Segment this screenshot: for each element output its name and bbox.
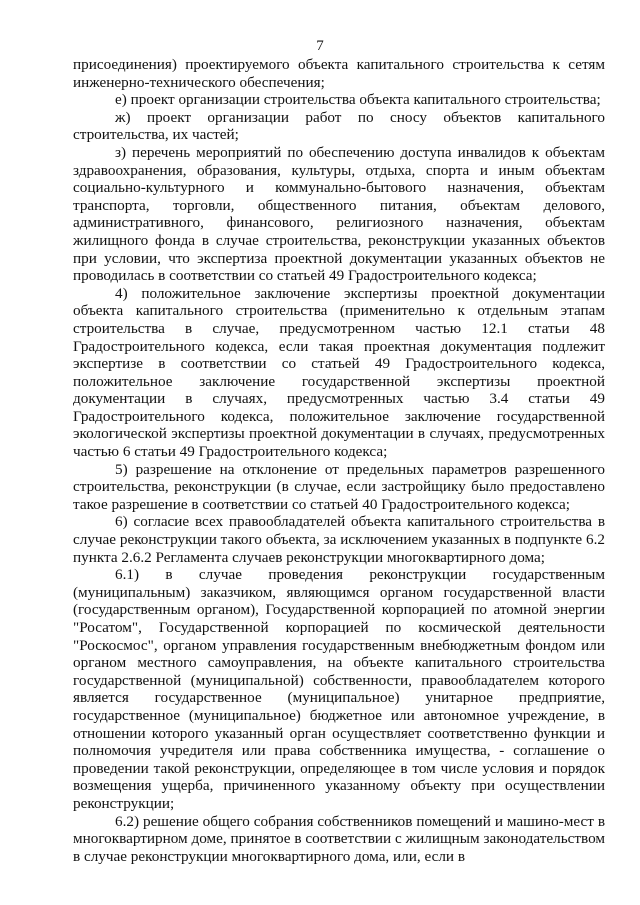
- paragraph-item-6: 6) согласие всех правообладателей объекта капитального строительства в случае реконструкции такого объекта, за исключением указанных в подпункте 6.2 пункта 2.6.2 Регламента случаев реконструкции многоквартирного дома;: [73, 513, 605, 566]
- paragraph-item-6-2: 6.2) решение общего собрания собственников помещений и машино-мест в многоквартирном доме, принятое в соответствии с жилищным законодательством в случае реконструкции многоквартирного дома, или, если в: [73, 812, 605, 865]
- page-number: 7: [316, 38, 324, 54]
- paragraph-item-6-1: 6.1) в случае проведения реконструкции государственным (муниципальным) заказчиком, являющимся органом государственной власти (государственным органом), Государственной корпорацией по атомной энергии "Росатом", Государственной корпорацией по космической деятельности "Роскосмос", органом управления государственным внебюджетным фондом или органом местного самоуправления, на объекте капитального строительства государственной (муниципальной) собственности, правообладателем которого является государственное (муниципальное) унитарное предприятие, государственное (муниципальное) бюджетное или автономное учреждение, в отношении которого указанный орган осуществляет соответственно функции и полномочия учредителя или права собственника имущества, - соглашение о проведении такой реконструкции, определяющее в том числе условия и порядок возмещения ущерба, причиненного указанному объекту при осуществлении реконструкции;: [73, 566, 605, 812]
- paragraph-item-4: 4) положительное заключение экспертизы проектной документации объекта капитального строительства (применительно к отдельным этапам строительства в случае, предусмотренном частью 12.1 статьи 48 Градостроительного кодекса, если такая проектная документация подлежит экспертизе в соответствии со статьей 49 Градостроительного кодекса, положительное заключение государственной экспертизы проектной документации в случаях, предусмотренных частью 3.4 статьи 49 Градостроительного кодекса, положительное заключение государственной экологической экспертизы проектной документации в случаях, предусмотренных частью 6 статьи 49 Градостроительного кодекса;: [73, 284, 605, 461]
- paragraph-item-zh: ж) проект организации работ по сносу объектов капитального строительства, их частей;: [73, 108, 605, 144]
- paragraph-item-5: 5) разрешение на отклонение от предельных параметров разрешенного строительства, реконструкции (в случае, если застройщику было предоставлено такое разрешение в соответствии со статьей 40 Градостроительного кодекса;: [73, 460, 605, 513]
- paragraph-item-e: е) проект организации строительства объекта капитального строительства;: [115, 91, 601, 109]
- document-body: [73, 56, 605, 865]
- paragraph-network-connection: присоединения) проектируемого объекта капитального строительства к сетям инженерно-технического обеспечения;: [73, 56, 605, 91]
- paragraph-item-z: з) перечень мероприятий по обеспечению доступа инвалидов к объектам здравоохранения, образования, культуры, отдыха, спорта и иным объектам социально-культурного и коммунально-бытового назначения, объектам транспорта, торговли, общественного питания, объектам делового, административного, финансового, религиозного назначения, объектам жилищного фонда в случае строительства, реконструкции указанных объектов при условии, что экспертиза проектной документации указанных объектов не проводилась в соответствии со статьей 49 Градостроительного кодекса;: [73, 143, 605, 285]
